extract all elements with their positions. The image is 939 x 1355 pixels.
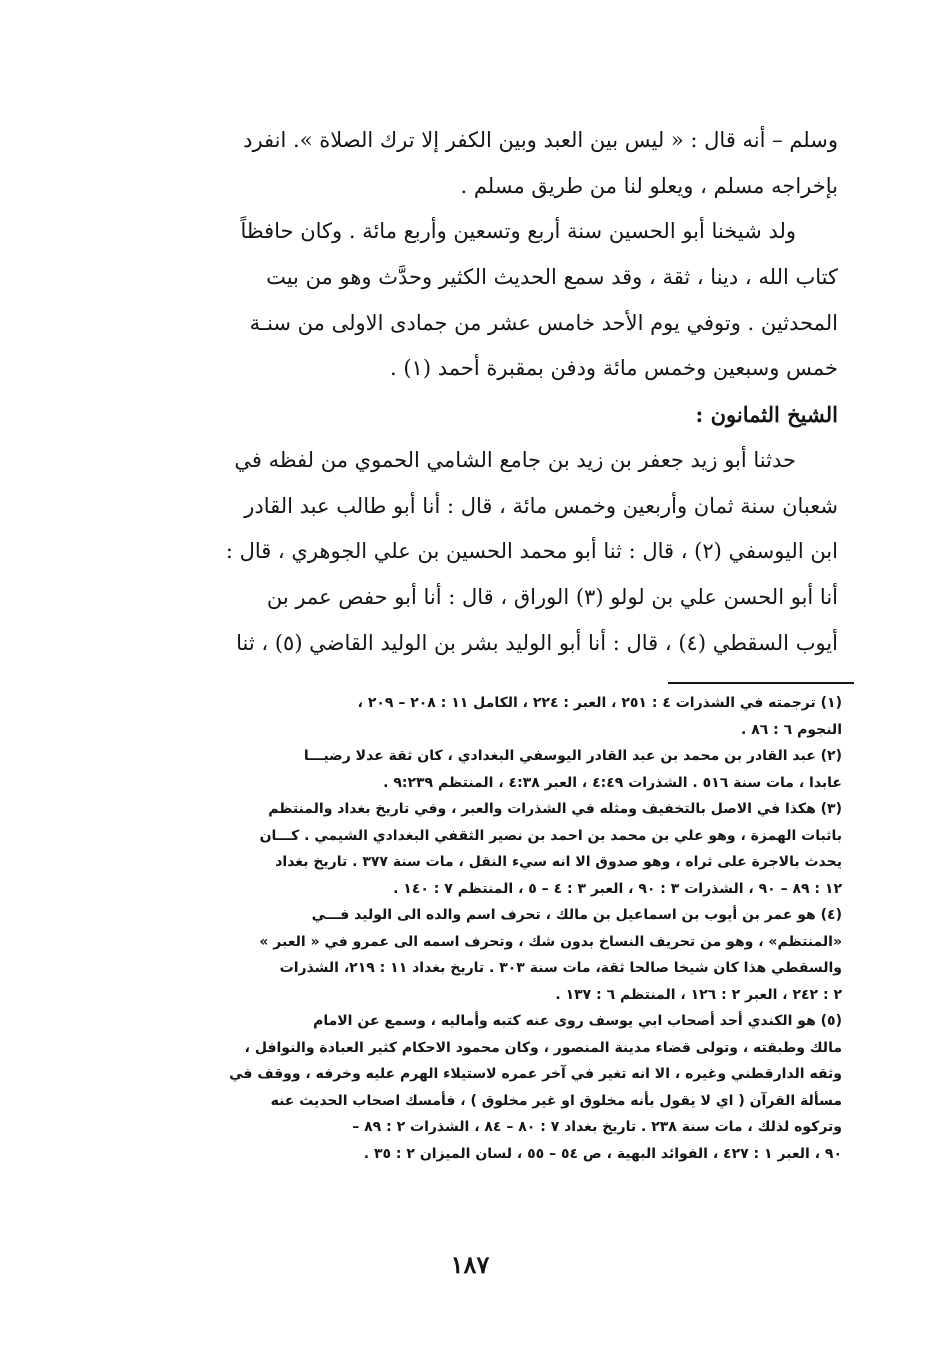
- footnote-line: (٢) عبد القادر بن محمد بن عبد القادر اليوسفي البغدادي ، كان ثقة عدلا رضيـــا: [303, 748, 842, 764]
- footnotes: [102, 690, 842, 1167]
- page-number: ١٨٧: [450, 1250, 490, 1279]
- body-line: أيوب السقطي (٤) ، قال : أنا أبو الوليد بشر بن الوليد القاضي (٥) ، ثنا: [236, 630, 838, 655]
- footnote-line: وثقه الدارقطني وغيره ، الا انه تغير في آخر عمره لاستيلاء الهرم عليه وخرفه ، ووقف في: [229, 1066, 842, 1082]
- footnote-line: (١) ترجمته في الشذرات ٤ : ٢٥١ ، العبر : ٢٢٤ ، الكامل ١١ : ٢٠٨ – ٢٠٩ ،: [357, 695, 842, 711]
- footnote-line: يحدث بالاجرة على ثراه ، وهو صدوق الا انه سيء النقل ، مات سنة ٣٧٧ . تاريخ بغداد: [275, 854, 842, 870]
- body-line: كتاب الله ، دينا ، ثقة ، وقد سمع الحديث الكثير وحدَّث وهو من بيت: [266, 265, 838, 290]
- footnote-line: (٤) هو عمر بن أيوب بن اسماعيل بن مالك ، تحرف اسم والده الى الوليد فـــي: [311, 907, 842, 923]
- body-line: ولد شيخنا أبو الحسين سنة أربع وتسعين وأربع مائة . وكان حافظاً: [240, 219, 796, 244]
- footnote-line: (٥) هو الكندي أحد أصحاب ابي يوسف روى عنه كتبه وأماليه ، وسمع عن الامام: [313, 1013, 842, 1029]
- footnote-line: وتركوه لذلك ، مات سنة ٢٣٨ . تاريخ بغداد ٧ : ٨٠ – ٨٤ ، الشذرات ٢ : ٨٩ –: [352, 1119, 842, 1135]
- footnote-divider: [668, 682, 854, 684]
- body-line: شعبان سنة ثمان وأربعين وخمس مائة ، قال : أنا أبو طالب عبد القادر: [244, 493, 838, 518]
- footnote-line: مسألة القرآن ( اي لا يقول بأنه مخلوق او غير مخلوق ) ، فأمسك اصحاب الحديث عنه: [270, 1092, 842, 1109]
- body-line: حدثنا أبو زيد جعفر بن زيد بن جامع الشامي الحموي من لفظه في: [234, 447, 796, 472]
- footnote-line: عابدا ، مات سنة ٥١٦ . الشذرات ٤:٤٩ ، العبر ٤:٣٨ ، المنتظم ٩:٢٣٩ .: [383, 774, 842, 791]
- footnote-line: والسقطي هذا كان شيخا صالحا ثقة، مات سنة ٣٠٣ . تاريخ بغداد ١١ : ٢١٩، الشذرات: [279, 960, 842, 976]
- body-line: ابن اليوسفي (٢) ، قال : ثنا أبو محمد الحسين بن علي الجوهري ، قال :: [225, 539, 838, 564]
- body-line: بإخراجه مسلم ، ويعلو لنا من طريق مسلم .: [460, 173, 838, 198]
- footnote-line: ٢ : ٢٤٢ ، العبر ٢ : ١٢٦ ، المنتظم ٦ : ١٣٧ .: [555, 986, 842, 1003]
- body-line: المحدثين . وتوفي يوم الأحد خامس عشر من جمادى الاولى من سنـة: [249, 310, 838, 335]
- footnote-line: باثبات الهمزة ، وهو علي بن محمد بن احمد بن نصير الثقفي البغدادي الشيمي . كـــان: [259, 827, 842, 844]
- footnote-line: «المنتظم» ، وهو من تحريف النساخ بدون شك ، وتحرف اسمه الى عمرو في « العبر »: [259, 933, 842, 950]
- body-line: وسلم – أنه قال : « ليس بين العبد وبين الكفر إلا ترك الصلاة ». انفرد: [243, 128, 838, 152]
- section-heading: الشيخ الثمانون :: [695, 402, 838, 428]
- footnote-line: (٣) هكذا في الاصل بالتخفيف ومثله في الشذرات والعبر ، وفي تاريخ بغداد والمنتظم: [268, 801, 842, 817]
- footnote-line: النجوم ٦ : ٨٦ .: [741, 721, 842, 738]
- footnote-line: مالك وطبقته ، وتولى قضاء مدينة المنصور ، وكان محمود الاحكام كثير العبادة والنوافل ،: [244, 1039, 842, 1056]
- main-text: [100, 118, 838, 666]
- body-line: أنا أبو الحسن علي بن لولو (٣) الوراق ، قال : أنا أبو حفص عمر بن: [266, 584, 838, 609]
- body-line: خمس وسبعين وخمس مائة ودفن بمقبرة أحمد (١) .: [390, 356, 838, 381]
- footnote-line: ١٢ : ٨٩ – ٩٠ ، الشذرات ٣ : ٩٠ ، العبر ٣ : ٤ – ٥ ، المنتظم ٧ : ١٤٠ .: [393, 880, 842, 897]
- footnote-line: ٩٠ ، العبر ١ : ٤٢٧ ، الفوائد البهية ، ص ٥٤ – ٥٥ ، لسان الميزان ٢ : ٣٥ .: [363, 1145, 842, 1162]
